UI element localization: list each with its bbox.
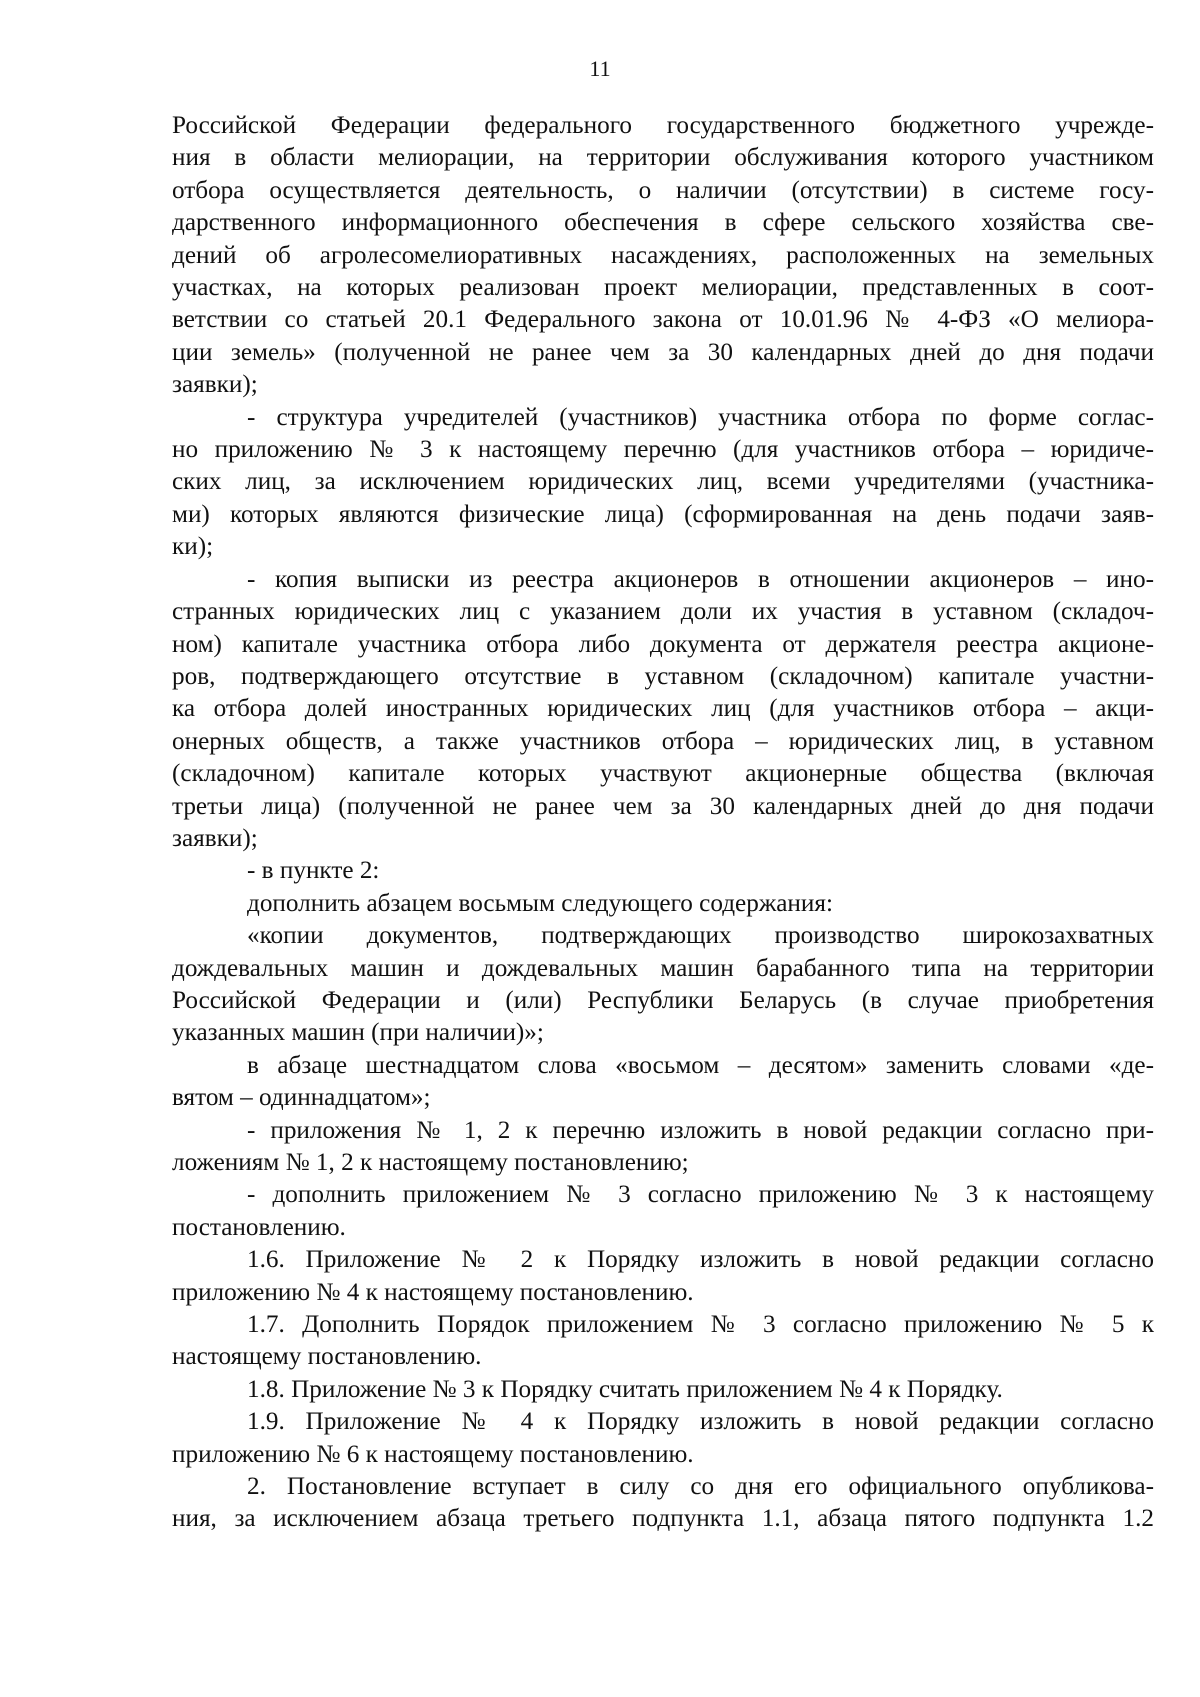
text-line: но приложению № 3 к настоящему перечню (для участников отбора – юридиче- — [172, 436, 1154, 464]
text-line: 2. Постановление вступает в силу со дня его официального опубликова- — [247, 1473, 1154, 1501]
text-line: ния в области мелиорации, на территории обслуживания которого участником — [172, 144, 1154, 172]
paragraph — [172, 888, 1154, 920]
text-line: постановлению. — [172, 1213, 346, 1241]
text-line: заявки); — [172, 371, 258, 399]
text-line: заявки); — [172, 824, 258, 852]
paragraph — [172, 1179, 1154, 1244]
text-line: ветствии со статьей 20.1 Федерального закона от 10.01.96 № 4-ФЗ «О мелиора- — [172, 306, 1154, 334]
paragraph — [172, 920, 1154, 1050]
paragraph — [172, 1309, 1154, 1374]
text-line: отбора осуществляется деятельность, о наличии (отсутствии) в системе госу- — [172, 176, 1154, 204]
text-line: - приложения № 1, 2 к перечню изложить в новой редакции согласно при- — [247, 1116, 1154, 1144]
paragraph — [172, 564, 1154, 856]
text-line: - дополнить приложением № 3 согласно приложению № 3 к настоящему — [247, 1181, 1154, 1209]
text-line: ложениям № 1, 2 к настоящему постановлению; — [172, 1149, 689, 1176]
text-line: ских лиц, за исключением юридических лиц, всеми учредителями (участника- — [172, 468, 1154, 496]
text-line: ров, подтверждающего отсутствие в уставном (складочном) капитале участни- — [172, 662, 1154, 690]
paragraph — [172, 1244, 1154, 1309]
page-number: 11 — [589, 56, 611, 81]
text-line: в абзаце шестнадцатом слова «восьмом – десятом» заменить словами «де- — [247, 1051, 1154, 1079]
paragraph — [172, 1050, 1154, 1115]
text-line: ми) которых являются физические лица) (сформированная на день подачи заяв- — [172, 500, 1154, 528]
text-line: участках, на которых реализован проект мелиорации, представленных в соот- — [172, 274, 1154, 302]
text-line: вятом – одиннадцатом»; — [172, 1084, 431, 1112]
text-line: дарственного информационного обеспечения в сфере сельского хозяйства све- — [172, 209, 1154, 237]
text-line: третьи лица) (полученной не ранее чем за 30 календарных дней до дня подачи — [172, 792, 1154, 820]
paragraph — [172, 110, 1154, 402]
text-line: Российской Федерации и (или) Республики Беларусь (в случае приобретения — [172, 986, 1154, 1014]
text-line: Российской Федерации федерального государственного бюджетного учрежде- — [172, 112, 1154, 139]
text-line: ния, за исключением абзаца третьего подпункта 1.1, абзаца пятого подпункта 1.2 — [172, 1505, 1154, 1533]
text-line: дополнить абзацем восьмым следующего содержания: — [247, 889, 833, 917]
text-line: ки); — [172, 533, 214, 561]
text-line: указанных машин (при наличии)»; — [172, 1019, 544, 1047]
text-line: странных юридических лиц с указанием доли их участия в уставном (складоч- — [172, 598, 1154, 626]
text-line: дений об агролесомелиоративных насаждениях, расположенных на земельных — [172, 241, 1154, 269]
text-line: ции земель» (полученной не ранее чем за 30 календарных дней до дня подачи — [172, 338, 1154, 366]
text-line: «копии документов, подтверждающих производство широкозахватных — [247, 922, 1154, 950]
paragraph — [172, 855, 1154, 887]
text-line: 1.7. Дополнить Порядок приложением № 3 согласно приложению № 5 к — [247, 1311, 1154, 1339]
text-line: 1.9. Приложение № 4 к Порядку изложить в новой редакции согласно — [247, 1408, 1154, 1436]
paragraph — [172, 1115, 1154, 1180]
text-line: - в пункте 2: — [247, 857, 380, 885]
paragraph — [172, 1406, 1154, 1471]
text-line: - копия выписки из реестра акционеров в отношении акционеров – ино- — [247, 565, 1154, 593]
document-body — [172, 110, 1154, 1536]
text-line: настоящему постановлению. — [172, 1343, 482, 1371]
text-line: 1.8. Приложение № 3 к Порядку считать приложением № 4 к Порядку. — [247, 1375, 1003, 1403]
paragraph — [172, 1374, 1154, 1406]
text-line: (складочном) капитале которых участвуют акционерные общества (включая — [172, 760, 1154, 788]
text-line: приложению № 4 к настоящему постановлению. — [172, 1278, 694, 1306]
paragraph — [172, 1471, 1154, 1536]
text-line: ном) капитале участника отбора либо документа от держателя реестра акционе- — [172, 630, 1154, 658]
text-line: - структура учредителей (участников) участника отбора по форме соглас- — [247, 403, 1154, 431]
text-line: приложению № 6 к настоящему постановлению. — [172, 1440, 694, 1468]
text-line: 1.6. Приложение № 2 к Порядку изложить в новой редакции согласно — [247, 1246, 1154, 1274]
paragraph — [172, 402, 1154, 564]
text-line: дождевальных машин и дождевальных машин барабанного типа на территории — [172, 954, 1154, 982]
text-line: онерных обществ, а также участников отбора – юридических лиц, в уставном — [172, 727, 1154, 755]
text-line: ка отбора долей иностранных юридических лиц (для участников отбора – акци- — [172, 695, 1154, 723]
